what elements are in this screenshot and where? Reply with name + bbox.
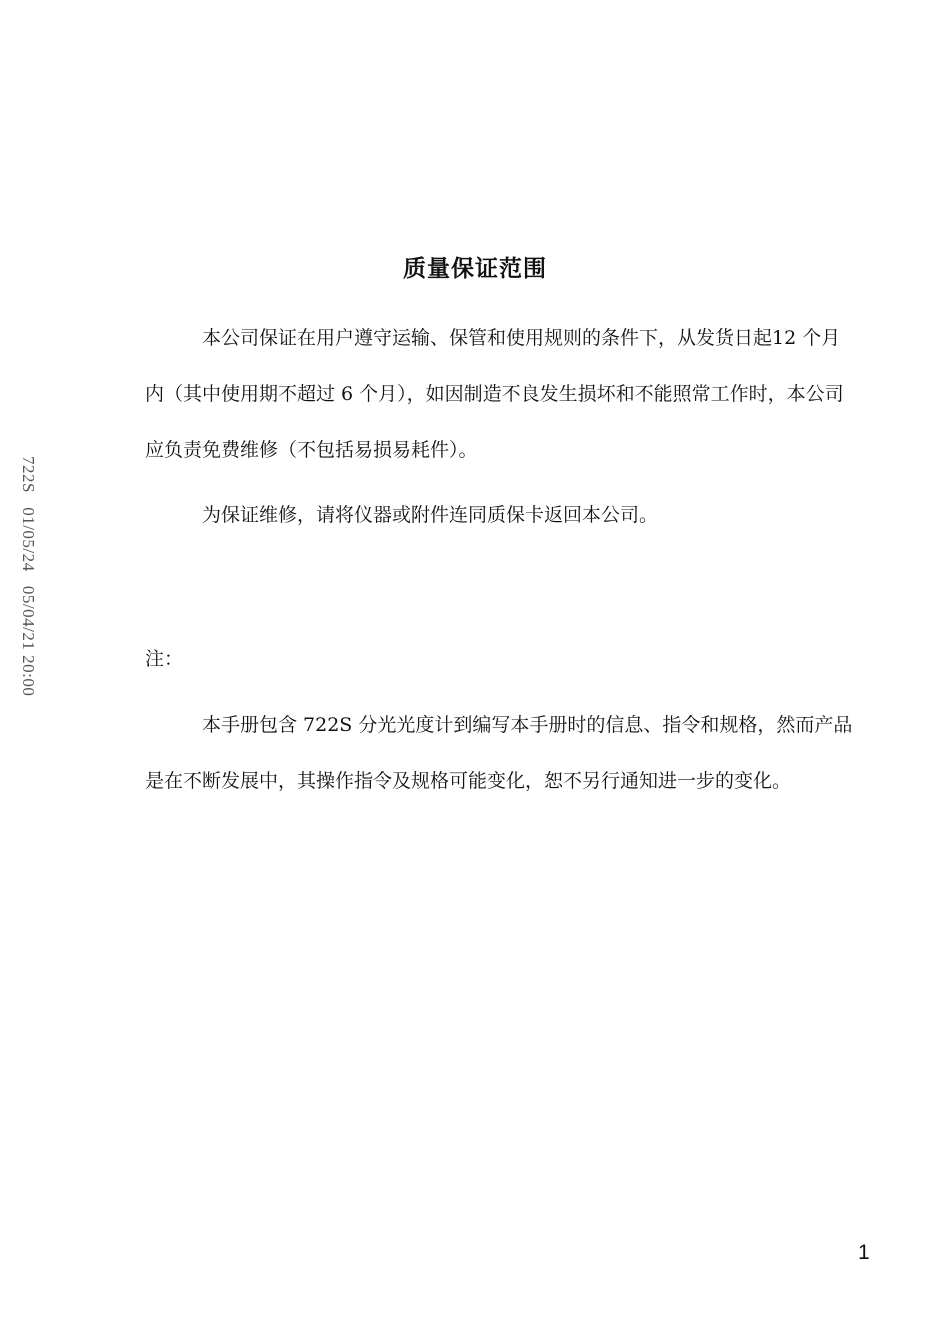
return-paragraph: 为保证维修，请将仪器或附件连同质保卡返回本公司。 xyxy=(202,504,659,526)
note-label: 注： xyxy=(145,648,184,670)
page-number: 1 xyxy=(858,1241,870,1264)
page-title: 质量保证范围 xyxy=(403,256,547,282)
note-paragraph: 本手册包含 722S 分光光度计到编写本手册时的信息、指令和规格，然而产品是在不断发展中，其操作指令及规格可能变化，恕不另行通知进一步的变化。 xyxy=(145,714,853,792)
warranty-paragraph: 本公司保证在用户遵守运输、保管和使用规则的条件下，从发货日起12 个月内（其中使用期不超过 6 个月），如因制造不良发生损坏和不能照常工作时，本公司应负责免费维修（不包括易损易耗件）。 xyxy=(145,327,844,461)
side-margin-stamp: 722S 01/05/24 05/04/21 20:00 xyxy=(19,456,38,697)
